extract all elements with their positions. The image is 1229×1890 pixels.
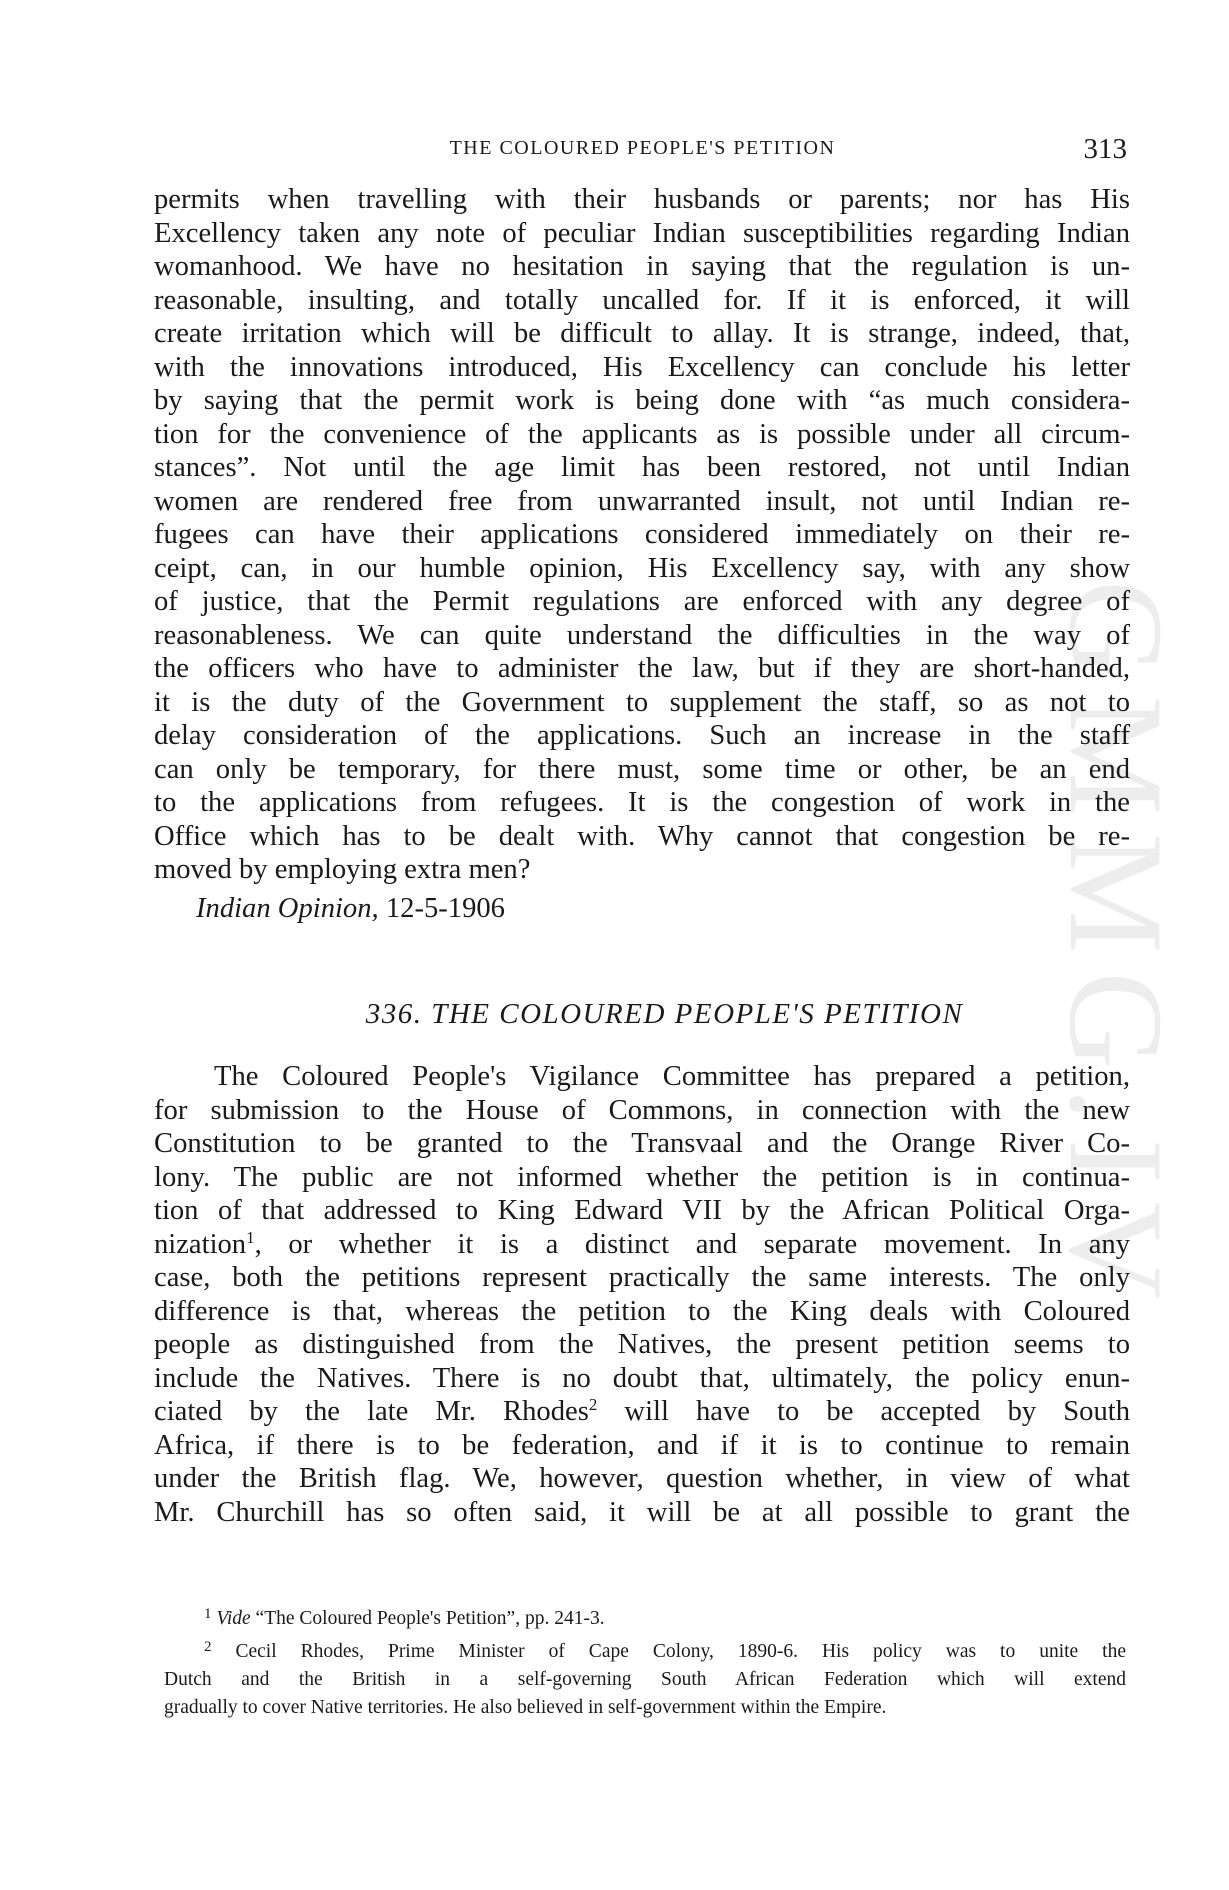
text-line: create irritation which will be difficult to allay. It is strange, indeed, that, (154, 318, 1130, 349)
footnote-2-line (164, 1633, 1126, 1666)
footnote-1 (164, 1600, 1126, 1633)
paragraph-continued (154, 183, 1130, 887)
footnote-ref-1[interactable]: 1 (246, 1227, 255, 1247)
text-line: can only be temporary, for there must, some time or other, be an end (154, 753, 1130, 785)
footnote-ref-2[interactable]: 2 (588, 1395, 598, 1414)
text-line: tion for the convenience of the applicants as is possible under all circum- (154, 418, 1130, 450)
text-segment: ciated by the late Mr. Rhodes (154, 1396, 589, 1427)
footnote-vide: Vide (216, 1608, 251, 1629)
text-line: by saying that the permit work is being done with “as much considera- (154, 385, 1130, 416)
text-line: with the innovations introduced, His Excellency can conclude his letter (154, 351, 1130, 383)
footnotes (164, 1600, 1126, 1722)
page-number: 313 (1083, 133, 1127, 165)
text-line: stances”. Not until the age limit has been restored, not until Indian (154, 452, 1130, 483)
footnote-marker: 1 (204, 1606, 212, 1622)
source-date: 12-5-1906 (385, 893, 505, 924)
watermark-text: GMMG.IV (1041, 580, 1190, 1318)
footnote-text: Cecil Rhodes, Prime Minister of Cape Colony, 1890-6. His policy was to unite the (235, 1641, 1126, 1662)
text-line: womanhood. We have no hesitation in saying that the regulation is un- (154, 251, 1130, 282)
text-line: Excellency taken any note of peculiar Indian susceptibilities regarding Indian (154, 217, 1130, 249)
footnote-2-line: Dutch and the British in a self-governing South African Federation which will extend (164, 1669, 1126, 1690)
text-line: to the applications from refugees. It is the congestion of work in the (154, 787, 1130, 818)
text-line: people as distinguished from the Natives, the present petition seems to (154, 1329, 1130, 1360)
running-head (155, 133, 1130, 169)
text-segment: will have to be accepted by South (597, 1396, 1130, 1427)
text-line: Africa, if there is to be federation, and if it is to continue to remain (154, 1429, 1130, 1461)
text-line: the officers who have to administer the law, but if they are short-handed, (154, 653, 1130, 684)
text-line: delay consideration of the applications. Such an increase in the staff (154, 720, 1130, 751)
text-segment: , or whether it is a distinct and separate movement. In any (254, 1228, 1130, 1260)
text-line: Constitution to be granted to the Transvaal and the Orange River Co- (154, 1128, 1130, 1159)
article-paragraph (154, 1060, 1130, 1529)
article-heading: 336. THE COLOURED PEOPLE'S PETITION (365, 998, 964, 1030)
text-line: tion of that addressed to King Edward VII by the African Political Orga- (154, 1195, 1130, 1226)
text-line: case, both the petitions represent practically the same interests. The only (154, 1262, 1130, 1293)
text-line: Mr. Churchill has so often said, it will be at all possible to grant the (154, 1496, 1130, 1528)
text-segment: nization (154, 1228, 247, 1260)
text-line: lony. The public are not informed whether the petition is in continua- (154, 1161, 1130, 1193)
source-publication: Indian Opinion, (196, 893, 379, 924)
text-line (154, 1395, 1130, 1429)
text-line: reasonable, insulting, and totally uncalled for. If it is enforced, it will (154, 284, 1130, 316)
running-title: THE COLOURED PEOPLE'S PETITION (449, 137, 836, 159)
text-line: fugees can have their applications considered immediately on their re- (154, 519, 1130, 550)
text-line: for submission to the House of Commons, in connection with the new (154, 1094, 1130, 1126)
text-line (154, 1228, 1130, 1262)
text-line: include the Natives. There is no doubt that, ultimately, the policy enun- (154, 1362, 1130, 1394)
text-line: ceipt, can, in our humble opinion, His Excellency say, with any show (154, 552, 1130, 584)
footnote-2-line: gradually to cover Native territories. He also believed in self-government within the Empire. (164, 1697, 887, 1718)
text-line: of justice, that the Permit regulations are enforced with any degree of (154, 586, 1130, 617)
text-line: Office which has to be dealt with. Why cannot that congestion be re- (154, 820, 1130, 852)
text-line: under the British flag. We, however, question whether, in view of what (154, 1463, 1130, 1494)
text-line: The Coloured People's Vigilance Committee has prepared a petition, (214, 1061, 1130, 1092)
text-line: difference is that, whereas the petition to the King deals with Coloured (154, 1295, 1130, 1327)
text-line: reasonableness. We can quite understand the difficulties in the way of (154, 619, 1130, 651)
text-line: permits when travelling with their husbands or parents; nor has His (154, 184, 1130, 215)
source-citation (196, 893, 505, 925)
text-line: women are rendered free from unwarranted insult, not until Indian re- (154, 485, 1130, 517)
footnote-marker: 2 (204, 1639, 212, 1655)
footnote-text: “The Coloured People's Petition”, pp. 241-3. (250, 1608, 605, 1629)
text-line: moved by employing extra men? (154, 854, 531, 885)
text-line: it is the duty of the Government to supplement the staff, so as not to (154, 686, 1130, 718)
